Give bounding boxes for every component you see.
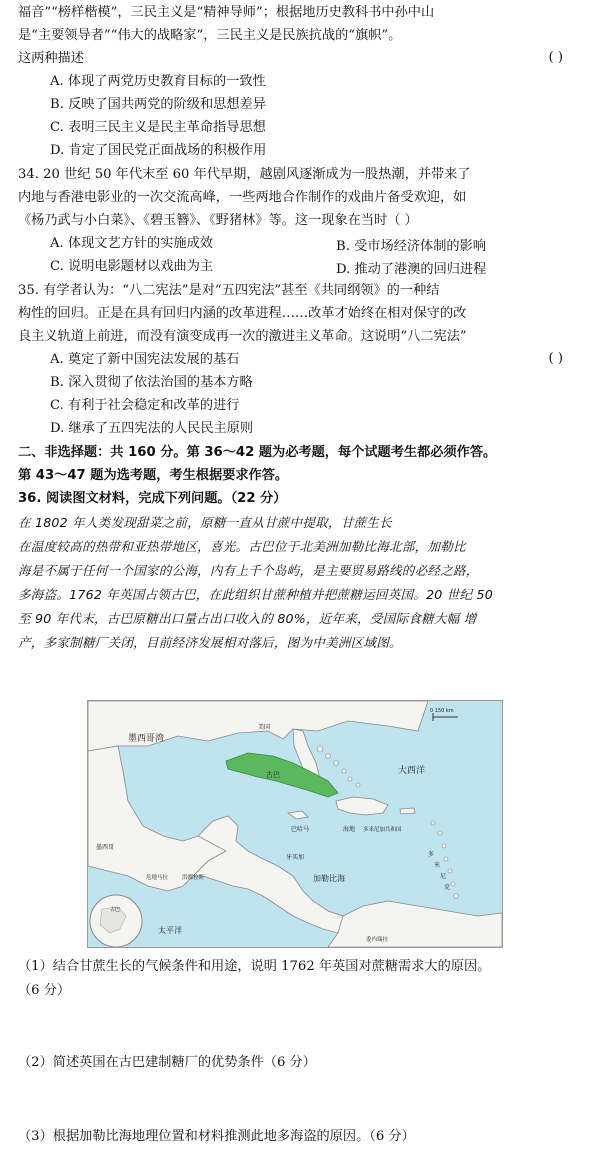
- q36-sub3: （3）根据加勒比海地理位置和材料推测此地多海盗的原因。（6 分）: [18, 1129, 415, 1144]
- q36-material-line2: 在温度较高的热带和亚热带地区，喜光。古巴位于北美洲加勒比海北部，加勒比: [18, 539, 466, 554]
- q35-option-d: D. 继承了五四宪法的人民民主原则: [50, 421, 254, 436]
- puerto-rico-island: [400, 808, 415, 814]
- label-mexico: 墨西哥: [96, 844, 115, 851]
- q33-option-b: B. 反映了国共两党的阶级和思想差异: [50, 97, 266, 112]
- q36-sub2: （2）简述英国在古巴建制糖厂的优势条件（6 分）: [18, 1055, 316, 1070]
- q35-option-a: A. 奠定了新中国宪法发展的基石: [50, 352, 240, 367]
- label-atlantic: 大西洋: [398, 766, 426, 776]
- south-america-land: [328, 901, 502, 947]
- q36-sub1-line2: （6 分）: [18, 983, 71, 998]
- section2-heading-line1: 二、非选择题：共 160 分。第 36～42 题为必考题，每个试题考生都必须作答。: [18, 445, 497, 460]
- label-haiti: 海地: [343, 826, 356, 833]
- label-jamaica: 牙买加: [286, 854, 305, 861]
- label-guatemala: 危地马拉: [146, 875, 169, 881]
- q34-option-d: D. 推动了港澳的回归进程: [336, 262, 487, 277]
- q36-material-line3: 海是不属于任何一个国家的公海，内有上千个岛屿，是主要贸易路线的必经之路，: [18, 563, 479, 578]
- q35-answer-blank: ( ): [548, 351, 563, 366]
- q34-option-b: B. 受市场经济体制的影响: [336, 239, 486, 254]
- q36-material-line5: 至 90 年代末，古巴原糖出口量占出口收入的 80%，近年来，受国际食糖大幅 增: [18, 611, 477, 626]
- label-islands-3: 尼: [440, 873, 447, 880]
- label-venezuela: 委内瑞拉: [366, 937, 389, 943]
- q36-title: 36. 阅读图文材料，完成下列问题。（22 分）: [18, 491, 287, 506]
- label-islands-2: 米: [434, 862, 441, 869]
- q34-line3: 《杨乃武与小白菜》、《碧玉簪》、《野猪林》等。这一现象在当时（ ）: [18, 213, 418, 228]
- section2-heading-line2: 第 43～47 题为选考题，考生根据要求作答。: [18, 468, 289, 483]
- label-islands-4: 克: [444, 884, 451, 891]
- q33-option-d: D. 肯定了国民党正面战场的积极作用: [50, 143, 267, 158]
- q35-line2: 构性的回归。正是在具有回归内涵的改革进程……改革才始终在相对保守的改: [18, 306, 467, 321]
- label-honduras: 洪都拉斯: [182, 875, 205, 881]
- q35-line3: 良主义轨道上前进，而没有演变成再一次的激进主义革命。这说明“八二宪法”: [18, 329, 467, 344]
- label-usa: 美国: [258, 724, 271, 731]
- jamaica-island: [288, 811, 308, 819]
- label-islands-1: 多: [428, 851, 435, 858]
- q36-material-line1: 在 1802 年人类发现甜菜之前，原糖一直从甘蔗中提取，甘蔗生长: [18, 515, 392, 530]
- label-scale: 0 150 km: [430, 708, 454, 714]
- central-america-map: [87, 700, 503, 948]
- label-dominican: 多米尼加共和国: [363, 827, 402, 833]
- q33-answer-blank: ( ): [548, 50, 563, 65]
- q36-material-line6: 产，多家制糖厂关闭，目前经济发展相对落后，图为中美洲区域图。: [18, 635, 402, 650]
- q33-text-line1: 福音”“榜样楷模”，三民主义是“精神导师”；根据地历史教科书中孙中山: [18, 5, 435, 20]
- q33-text-line3: 这两种描述: [18, 51, 84, 66]
- q35-option-b: B. 深入贯彻了依法治国的基本方略: [50, 375, 253, 390]
- q34-option-a: A. 体现文艺方针的实施成效: [50, 236, 213, 251]
- q33-text-line2: 是“主要领导者”“伟大的战略家”，三民主义是民族抗战的“旗帜”。: [18, 28, 402, 43]
- label-gulf: 墨西哥湾: [128, 734, 165, 744]
- q35-option-c: C. 有利于社会稳定和改革的进行: [50, 398, 240, 413]
- q34-option-c: C. 说明电影题材以戏曲为主: [50, 259, 214, 274]
- hispaniola-island: [336, 797, 388, 815]
- q34-line2: 内地与香港电影业的一次交流高峰，一些两地合作制作的戏曲片备受欢迎，如: [18, 190, 467, 205]
- cuba-island: [226, 753, 338, 797]
- label-pacific: 太平洋: [158, 926, 182, 935]
- q36-sub1-line1: （1）结合甘蔗生长的气候条件和用途，说明 1762 年英国对蔗糖需求大的原因。: [18, 959, 491, 974]
- q33-option-a: A. 体现了两党历史教育目标的一致性: [50, 74, 266, 89]
- label-caribbean: 加勒比海: [313, 874, 345, 883]
- q33-option-c: C. 表明三民主义是民主革命指导思想: [50, 120, 266, 135]
- label-globe-cuba: 古巴: [110, 907, 121, 913]
- q34-line1: 34. 20 世纪 50 年代末至 60 年代早期，越剧风逐渐成为一股热潮，并带来了: [18, 167, 471, 182]
- label-bahamas: 巴哈马: [291, 826, 310, 833]
- q36-material-line4: 多海盗。1762 年英国占领古巴，在此组织甘蔗种植并把蔗糖运回英国。20 世纪 50: [18, 587, 493, 602]
- q35-line1: 35. 有学者认为：“八二宪法”是对“五四宪法”甚至《共同纲领》的一种结: [18, 283, 440, 298]
- label-cuba: 古巴: [266, 771, 280, 779]
